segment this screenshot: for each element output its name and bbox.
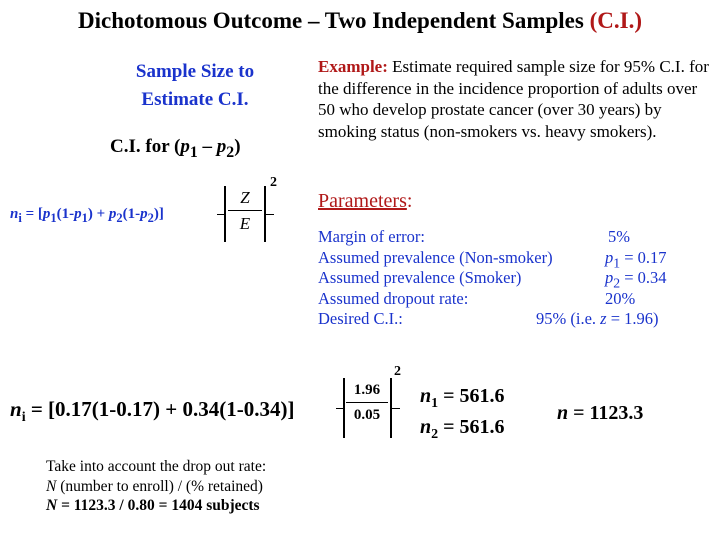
param-label: Assumed prevalence (Non-smoker): [318, 247, 553, 267]
ci-p2: p: [216, 136, 227, 157]
param-sub: 2: [613, 275, 621, 291]
formula-exponent: 2: [270, 175, 277, 190]
ci-label: [110, 136, 241, 162]
formula-t5: p: [108, 206, 117, 222]
ci-p1: p: [180, 136, 190, 157]
formula-t3: p: [74, 206, 82, 222]
ci-suffix: ): [234, 136, 241, 157]
note-line-3: [46, 496, 266, 516]
heading-line-1: Sample Size to: [135, 61, 255, 82]
n-var: n: [557, 402, 569, 424]
formula-lhs: n: [10, 206, 19, 222]
param-row: [318, 248, 698, 269]
example-text: [318, 56, 713, 142]
n-value: = 1123.3: [568, 402, 644, 424]
formula-num: Z: [228, 188, 262, 211]
param-var: p: [605, 247, 614, 267]
formula-bracket-tick-right: [264, 214, 274, 215]
formula-frac: [228, 188, 262, 234]
param-label: Desired C.I.:: [318, 309, 403, 329]
formula-t4: ) +: [87, 206, 109, 222]
param-label: Assumed dropout rate:: [318, 288, 469, 308]
formula-lhs-sub: i: [18, 211, 22, 225]
formula-t3s: 1: [81, 211, 88, 225]
note-line-3-var: N: [46, 497, 58, 514]
calc-frac: [346, 382, 388, 424]
formula-den: E: [239, 214, 251, 233]
example-body: Estimate required sample size for 95% C.I. for the difference in the incidence proportion of adults over 50 who develop prostate cancer (over 30 years) by smoking status (non-smokers vs. heavy smokers).: [318, 57, 709, 141]
n2-var: n: [420, 416, 432, 438]
param-num: = 1.96): [606, 309, 659, 329]
n-total-result: [557, 402, 643, 425]
calc-text: = [0.17(1-0.17) + 0.34(1-0.34)]: [25, 397, 295, 421]
param-row: [318, 268, 698, 289]
param-label: Margin of error:: [318, 227, 425, 246]
param-value: 20%: [605, 288, 636, 308]
param-var: z: [600, 309, 607, 329]
generic-formula: [10, 206, 164, 226]
formula-t5s: 2: [116, 211, 123, 225]
param-value: [536, 309, 659, 330]
slide-title: [0, 8, 720, 34]
calc-lhs: n: [10, 397, 22, 421]
n1-value: = 561.6: [438, 385, 505, 407]
formula-t1: p: [42, 206, 51, 222]
formula-t8: )]: [153, 206, 164, 222]
formula-t1s: 1: [50, 211, 57, 225]
dropout-note: [46, 457, 266, 516]
param-num: = 0.34: [620, 268, 667, 288]
param-value: 5%: [608, 227, 630, 246]
n2-value: = 561.6: [438, 416, 505, 438]
example-label: Example:: [318, 57, 388, 76]
ci-sub2: 2: [226, 143, 235, 161]
parameters-heading: [318, 190, 412, 213]
formula-t7s: 2: [147, 211, 154, 225]
calculation-formula: [10, 397, 294, 426]
title-main: Dichotomous Outcome – Two Independent Samples: [78, 8, 590, 33]
param-row: [318, 227, 698, 248]
calc-lhs-sub: i: [21, 410, 26, 426]
n2-sub: 2: [431, 427, 439, 442]
title-accent: (C.I.): [589, 8, 642, 33]
formula-t7: p: [140, 206, 148, 222]
param-var: p: [605, 268, 614, 288]
note-line-1: Take into account the drop out rate:: [46, 458, 267, 475]
formula-t2: (1-: [56, 206, 75, 222]
formula-bracket-tick-left: [217, 214, 225, 215]
param-row: [318, 309, 698, 330]
heading-line-2: Estimate C.I.: [141, 89, 249, 110]
param-sub: 1: [613, 254, 621, 270]
note-line-2-var: N: [46, 477, 57, 495]
ci-prefix: C.I. for (: [110, 136, 181, 157]
param-pre: 95% (i.e.: [536, 309, 601, 329]
n1-sub: 1: [431, 396, 439, 411]
calc-exponent: 2: [394, 364, 401, 379]
param-num: = 0.17: [620, 247, 667, 267]
parameters-list: [318, 227, 698, 330]
calc-num: 1.96: [346, 382, 388, 403]
calc-den: 0.05: [353, 407, 381, 423]
n2-result: [420, 416, 505, 443]
parameters-heading-text: Parameters: [318, 190, 407, 212]
formula-eq: = [: [21, 206, 43, 222]
n1-result: [420, 385, 505, 412]
calc-bracket-tick-left: [336, 408, 344, 409]
sample-size-heading: [100, 58, 290, 114]
note-line-2: [46, 477, 266, 497]
calc-bracket-tick-right: [390, 408, 400, 409]
note-line-3-text: = 1123.3 / 0.80 = 1404 subjects: [57, 497, 260, 514]
formula-t6: (1-: [122, 206, 141, 222]
param-label: Assumed prevalence (Smoker): [318, 268, 522, 288]
ci-sub1: 1: [189, 143, 198, 161]
param-row: [318, 289, 698, 310]
n1-var: n: [420, 385, 432, 407]
ci-dash: –: [197, 136, 217, 157]
parameters-colon: :: [406, 190, 413, 212]
note-line-2-text: (number to enroll) / (% retained): [56, 477, 263, 495]
